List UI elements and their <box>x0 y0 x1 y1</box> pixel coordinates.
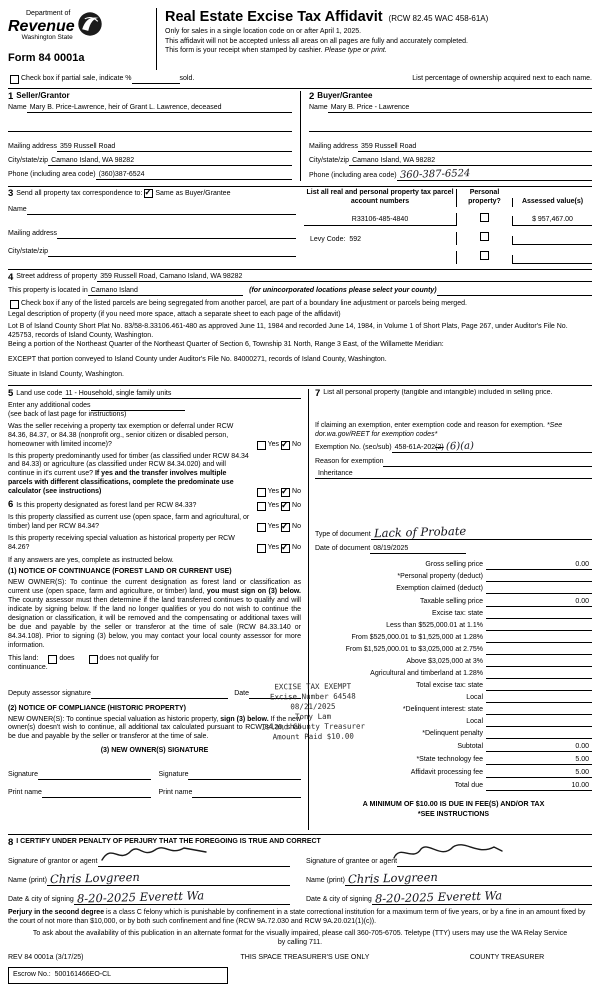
tax-row <box>315 646 592 655</box>
tax-row-value[interactable] <box>486 646 592 655</box>
yes-label: Yes <box>267 440 280 448</box>
seller-name-field[interactable]: Mary B. Price-Lawrence, heir of Grant L. Lawrence, deceased <box>27 103 292 113</box>
stamp-excise-number: Excise Number 64548 <box>269 691 356 702</box>
tax-row-label: *State technology fee <box>416 756 483 764</box>
section-5-number: 5 <box>8 388 14 400</box>
levy-code-label: Levy Code: <box>310 236 346 244</box>
tax-row-value[interactable] <box>486 573 592 582</box>
located-in-label: This property is located in <box>8 287 88 295</box>
grantee-name-handwritten: Chris Lovgreen <box>347 870 438 887</box>
yes-label: Yes <box>267 502 280 510</box>
timber-question <box>8 453 301 498</box>
county-treasurer-label: COUNTY TREASURER <box>469 954 545 962</box>
if-any-yes-note: If any answers are yes, complete as instructed below. <box>8 557 174 565</box>
owner-print-field-1[interactable] <box>42 788 151 798</box>
seller-phone-label: Phone (including area code) <box>8 171 96 179</box>
tax-row-label: Local <box>466 694 483 702</box>
grantee-signature-label: Signature of grantee or agent <box>306 858 398 866</box>
timber-question-part2: If yes and the transfer involves multiple parcels with different classifications, complete the predominate use calculator (see instructions) <box>8 470 234 496</box>
buyer-phone-field[interactable] <box>397 170 592 181</box>
this-land-label: This land: <box>8 654 39 662</box>
s5q2-no-checkbox[interactable] <box>281 488 290 497</box>
date-of-document-field[interactable]: 08/19/2025 <box>370 544 466 554</box>
grantor-name-label: Name (print) <box>8 877 47 885</box>
owner-signature-field-1[interactable] <box>38 770 151 780</box>
stamp-amount-paid: Amount Paid $10.00 <box>272 731 354 742</box>
parcel-row-3 <box>304 251 592 264</box>
legal-description-3: Situate in Island County, Washington. <box>8 370 124 378</box>
owner-print-label-1: Print name <box>8 789 42 797</box>
tax-row <box>315 597 592 607</box>
forest-land-text <box>8 500 255 511</box>
exemption-number-handwritten: (6)(a) <box>445 440 474 453</box>
assessed-value-1[interactable]: $ 957,467.00 <box>512 216 592 226</box>
this-land-row <box>8 655 301 664</box>
owner-signature-field-2[interactable] <box>188 770 301 780</box>
s5q1-yes-checkbox[interactable] <box>257 441 266 450</box>
tax-row-label: Taxable selling price <box>419 598 483 606</box>
tax-row-value[interactable] <box>486 718 592 727</box>
tax-row-value[interactable] <box>486 610 592 619</box>
grantor-name-handwritten: Chris Lovgreen <box>49 870 140 887</box>
assessed-value-column-header: Assessed value(s) <box>512 198 592 207</box>
escrow-label: Escrow No.: <box>13 971 51 979</box>
stamp-treasurer-name: Tony Lam <box>294 711 332 721</box>
yes-label: Yes <box>267 544 280 552</box>
seller-title: Seller/Grantor <box>16 91 70 100</box>
grantor-certification-block <box>8 857 300 905</box>
personal-property-checkbox-1[interactable] <box>480 213 489 222</box>
see-back-note: (see back of last page for instructions) <box>8 410 127 418</box>
s6q2-no-checkbox[interactable] <box>281 523 290 532</box>
partial-sale-label: Check box if partial sale, indicate % <box>21 74 132 82</box>
tax-row-label: Total due <box>454 782 483 790</box>
segregated-parcel-label: Check box if any of the listed parcels are being segregated from another parcel, are part of a boundary line adjustment or parcels being merged. <box>21 300 467 307</box>
grantee-name-label: Name (print) <box>306 877 345 885</box>
date-of-document-row <box>315 544 592 554</box>
reason-exemption-field[interactable] <box>383 457 592 467</box>
buyer-name-label: Name <box>309 104 328 112</box>
corr-mailing-label: Mailing address <box>8 229 58 237</box>
tax-row-value[interactable]: 0.00 <box>486 742 592 752</box>
personal-property-checkbox-3[interactable] <box>480 251 489 260</box>
owner-print-field-2[interactable] <box>192 788 301 798</box>
section-property-location <box>8 269 592 380</box>
exemption-note <box>315 422 592 440</box>
accessibility-notice: To ask about the availability of this publication in an alternate format for the visually impaired, please call 360-705-6705. Teletype (TTY) users may use the WA Relay Service by calling 711. <box>32 930 568 947</box>
tax-row-label: From $525,000.01 to $1,525,000 at 1.28% <box>351 634 483 642</box>
legal-description-label: Legal description of property (if you need more space, attach a separate sheet to each page of the affidavit) <box>8 311 341 318</box>
no-label: No <box>292 544 301 552</box>
does-not-qualify-checkbox[interactable] <box>89 655 98 664</box>
s6q1-no-checkbox[interactable] <box>281 502 290 511</box>
no-label: No <box>292 502 301 510</box>
section-1-number: 1 <box>8 90 14 102</box>
type-or-print-note: Please type or print. <box>324 47 387 55</box>
buyer-csz-field[interactable]: Camano Island, WA 98282 <box>349 156 592 166</box>
section-3-number: 3 <box>8 188 14 200</box>
exemption-number-struck: (2) <box>435 444 444 452</box>
tax-row-label: Gross selling price <box>425 561 483 569</box>
grantor-date-city-field[interactable] <box>74 888 290 906</box>
tax-row-value[interactable]: 0.00 <box>486 560 592 570</box>
same-as-buyer-checkbox[interactable] <box>144 189 153 198</box>
tax-row-label: Agricultural and timberland at 1.28% <box>370 670 483 678</box>
tax-row <box>315 560 592 570</box>
tax-row-label: Subtotal <box>457 743 483 751</box>
legal-description-1b: Being a portion of the Northeast Quarter of the Northeast Quarter of Section 6, Township 31 North, Range 3 East, of the Willamette Meridian: <box>8 340 444 348</box>
middle-columns <box>8 385 592 830</box>
partial-sale-checkbox[interactable] <box>10 75 19 84</box>
s6q3-no-checkbox[interactable] <box>281 544 290 553</box>
does-qualify-checkbox[interactable] <box>48 655 57 664</box>
owner-print-row <box>8 788 301 798</box>
grantee-date-city-field[interactable] <box>372 888 592 906</box>
perjury-body-text: is a class C felony which is punishable by confinement in a state correctional institution for a maximum term of five years, or by a fine in an amount fixed by the court of not more than $10,000, or by both such confinement and fine (RCW 9A.72.030 and RCW 9A.20.021(1)(c)). <box>8 909 586 926</box>
tax-row-label: From $1,525,000.01 to $3,025,000 at 2.75% <box>345 646 483 654</box>
s6q3-yes-checkbox[interactable] <box>257 544 266 553</box>
date-of-document-label: Date of document <box>315 545 371 553</box>
land-use-field[interactable]: 11 - Household, single family units <box>62 389 301 399</box>
deputy-date-label: Date <box>234 689 249 697</box>
parcel-row-2 <box>304 232 592 245</box>
header-note-2: This affidavit will not be accepted unless all areas on all pages are fully and accurately completed. <box>165 37 468 45</box>
land-use-label: Land use code <box>16 389 63 397</box>
section-buyer <box>300 91 592 181</box>
seller-csz-field[interactable]: Camano Island, WA 98282 <box>48 156 292 166</box>
reason-exemption-label: Reason for exemption <box>315 458 384 466</box>
owner-signature-label-1: Signature <box>8 771 38 779</box>
buyer-mailing-field[interactable]: 359 Russell Road <box>358 142 592 152</box>
dor-seal-icon <box>77 11 103 41</box>
seller-phone-field[interactable]: (360)387-6524 <box>96 170 292 180</box>
exemption-number-field[interactable] <box>392 442 592 453</box>
notice-continuance-title: (1) NOTICE OF CONTINUANCE (FOREST LAND OR CURRENT USE) <box>8 568 232 576</box>
s5q1-no-checkbox[interactable] <box>281 441 290 450</box>
ownership-percent-note: List percentage of ownership acquired next to each name. <box>412 74 592 82</box>
tax-row-label: Total excise tax: state <box>416 682 483 690</box>
form-title-block <box>156 8 592 70</box>
partial-sale-row <box>8 74 592 84</box>
section-4-number: 4 <box>8 271 14 283</box>
street-address-label: Street address of property <box>16 273 98 281</box>
historic-property-question <box>8 535 301 553</box>
continuance-part2: you must sign on (3) below. <box>206 587 301 595</box>
receipt-note: This form is your receipt when stamped by cashier. <box>165 47 325 55</box>
tax-row-label: Excise tax: state <box>432 610 483 618</box>
seller-mailing-label: Mailing address <box>8 143 58 151</box>
assessed-value-2[interactable] <box>512 236 592 245</box>
tax-row-label: Above $3,025,000 at 3% <box>406 658 483 666</box>
tax-row <box>315 573 592 582</box>
seller-csz-label: City/state/zip <box>8 157 49 165</box>
rev-form-number: REV 84 0001a (3/17/25) <box>8 954 84 962</box>
tax-row-value[interactable]: 10.00 <box>486 781 592 791</box>
segregated-parcel-checkbox[interactable] <box>10 300 19 309</box>
parcel-table <box>304 189 592 264</box>
perjury-notice <box>8 909 592 927</box>
additional-codes-field[interactable] <box>91 401 185 411</box>
owner-print-label-2: Print name <box>158 789 193 797</box>
yes-label: Yes <box>267 488 280 496</box>
no-label: No <box>292 488 301 496</box>
buyer-phone-handwritten: 360-387-6524 <box>399 168 471 182</box>
right-column <box>308 389 592 830</box>
parcel-row-1 <box>304 213 592 226</box>
section-2-number: 2 <box>309 90 315 102</box>
buyer-name-field[interactable]: Mary B. Price - Lawrence <box>328 103 592 113</box>
yes-label: Yes <box>267 523 280 531</box>
buyer-title: Buyer/Grantee <box>317 91 373 100</box>
personal-property-column-header: Personal property? <box>456 189 512 207</box>
form-header <box>8 8 592 70</box>
dept-of-label: Department of <box>26 10 71 17</box>
corr-csz-label: City/state/zip <box>8 247 49 255</box>
notice-continuance-text <box>8 579 301 651</box>
tax-row-label: *Delinquent penalty <box>422 730 483 738</box>
personal-property-header <box>315 389 592 399</box>
grantor-signature <box>98 841 218 867</box>
revenue-wordmark: Revenue <box>8 17 75 35</box>
personal-property-title: List all personal property (tangible and intangible) included in selling price. <box>323 388 553 396</box>
grantee-name-field[interactable] <box>345 870 592 887</box>
footer-reference-row <box>8 954 592 963</box>
exemption-note-text: If claiming an exemption, enter exemption code and reason for exemption. <box>315 422 547 430</box>
notice-compliance-title: (2) NOTICE OF COMPLIANCE (HISTORIC PROPERTY) <box>8 704 186 712</box>
compliance-part1: NEW OWNER(S): To continue special valuation as historic property, <box>8 715 221 723</box>
type-of-document-field[interactable] <box>371 523 592 541</box>
additional-codes-label: Enter any additional codes <box>8 401 91 409</box>
send-correspondence-label: Send all property tax correspondence to: <box>16 189 143 197</box>
section-6-number: 6 <box>8 499 14 511</box>
buyer-name-field-2[interactable] <box>309 122 592 132</box>
parcel-number-value[interactable]: R33106-485-4840 <box>304 216 456 226</box>
tax-row-value[interactable] <box>486 682 592 691</box>
tax-row-value[interactable]: 5.00 <box>486 755 592 765</box>
grantee-date-handwritten: 8-20-2025 Everett Wa <box>374 888 503 906</box>
dor-wordmark <box>8 10 75 42</box>
certification-title: I CERTIFY UNDER PENALTY OF PERJURY THAT THE FOREGOING IS TRUE AND CORRECT <box>16 838 321 846</box>
seller-mailing-field[interactable]: 359 Russell Road <box>57 142 292 152</box>
no-label: No <box>292 440 301 448</box>
current-use-question <box>8 514 301 532</box>
legal-description-1: Lot B of Island County Short Plat No. 83/58-8.33106.461-480 as approved June 11, 1984 and recorded June 14, 1984, in Volume 1 of Short Plats, Page 267, under Auditor's File No. 425753, records of Island County, Washington. <box>8 322 568 339</box>
assessed-value-3[interactable] <box>512 255 592 264</box>
rcw-reference: (RCW 82.45 WAC 458-61A) <box>388 14 489 23</box>
tax-row-value[interactable] <box>486 622 592 631</box>
corr-mailing-field[interactable] <box>57 229 296 239</box>
perjury-bold-text: Perjury in the second degree <box>8 909 105 917</box>
timber-question-part1: Is this property predominantly used for timber (as classified under RCW 84.34 and 84.33) or agriculture (as classified under RCW 84.34.020) and will continue in it's current use? <box>8 452 249 478</box>
land-use-row <box>8 389 301 399</box>
tax-row-value[interactable]: 0.00 <box>486 597 592 607</box>
exemption-deferral-text: Was the seller receiving a property tax exemption or deferral under RCW 84.36, 84.37, or 84.38 (nonprofit org., senior citizen or disabled person, homeowner with limited income)? <box>8 422 234 448</box>
washington-state-label: Washington State <box>21 33 73 41</box>
stamp-treasurer-title: Island County Treasurer <box>261 721 366 732</box>
parcel-column-header: List all real and personal property tax parcel account numbers <box>306 189 454 206</box>
tax-row-value[interactable] <box>486 706 592 715</box>
section-certification <box>8 834 592 906</box>
tax-row <box>315 768 592 778</box>
unincorporated-note: (for unincorporated locations please select your county) <box>249 287 437 295</box>
tax-row-value[interactable] <box>486 658 592 667</box>
treasurer-use-only-label: THIS SPACE TREASURER'S USE ONLY <box>240 954 370 962</box>
continuance-part3: The county assessor must then determine if the land transferred continues to qualify and will indicate by signing below. If the land no longer qualifies or you do not wish to continue the designation or classification, it will be removed and the compensating or additional taxes will be due and payable by the seller or transferor at the time of sale (RCW 84.33.140 or 84.34.108). Prior to signing (3) below, you may contact your local county assessor for more information. <box>8 596 301 649</box>
legal-description-2: EXCEPT that portion conveyed to Island County under Auditor's File No. 84000271, records of Island County, Washington. <box>8 355 387 363</box>
form-title: Real Estate Excise Tax Affidavit <box>165 9 383 25</box>
section-tax-correspondence <box>8 186 592 264</box>
tax-row-label: *Personal property (deduct) <box>397 573 483 581</box>
tax-row <box>315 610 592 619</box>
continuance-word: continuance. <box>8 663 48 671</box>
historic-property-text: Is this property receiving special valuation as historical property per RCW 84.26? <box>8 535 235 552</box>
s6q2-yes-checkbox[interactable] <box>257 523 266 532</box>
stamp-exempt-line: EXCISE TAX EXEMPT <box>274 681 352 692</box>
corr-csz-field[interactable] <box>48 247 296 257</box>
correspondence-address-block <box>8 189 304 264</box>
tax-row-label: *Delinquent interest: state <box>402 706 483 714</box>
tax-row <box>315 781 592 791</box>
partial-percent-field[interactable] <box>132 74 180 84</box>
type-of-document-row <box>315 523 592 541</box>
tax-row-value[interactable]: 5.00 <box>486 768 592 778</box>
tax-row <box>315 742 592 752</box>
timber-question-text <box>8 453 255 498</box>
document-type-handwritten: Lack of Probate <box>373 523 467 541</box>
located-in-field[interactable]: Camano Island <box>88 286 243 296</box>
header-note-3 <box>165 47 592 56</box>
escrow-box <box>8 967 228 984</box>
section-seller <box>8 91 300 181</box>
minimum-due-note: A MINIMUM OF $10.00 IS DUE IN FEE(S) AND/OR TAX <box>362 799 545 809</box>
compliance-part3: If the new owner(s) doesn't wish to continue, all additional tax calculated pursuant to RCW 84.26, shall be due and payable by the seller or transferor at the time of sale. <box>8 715 302 741</box>
compliance-part2: sign (3) below. <box>220 715 269 723</box>
buyer-csz-label: City/state/zip <box>309 157 350 165</box>
tax-row <box>315 658 592 667</box>
grantor-date-city-label: Date & city of signing <box>8 896 74 904</box>
exemption-deferral-question <box>8 423 301 450</box>
reason-exemption-value-line[interactable]: Inheritance <box>315 469 592 479</box>
exemption-number-label: Exemption No. (sec/sub) <box>315 444 392 452</box>
form-number: Form 84 0001a <box>8 52 85 65</box>
tax-row-label: Less than $525,000.01 at 1.1% <box>386 622 483 630</box>
tax-row <box>315 585 592 594</box>
does-label: does <box>59 654 75 662</box>
corr-name-field[interactable] <box>27 205 296 215</box>
tax-row-label: Local <box>466 718 483 726</box>
street-address-field[interactable]: 359 Russell Road, Camano Island, WA 98282 <box>97 272 592 282</box>
tax-row-label: Exemption claimed (deduct) <box>396 585 483 593</box>
levy-code-value[interactable]: 592 <box>349 236 361 244</box>
section-8-number: 8 <box>8 836 14 848</box>
tax-row <box>315 670 592 679</box>
grantee-certification-block <box>300 857 592 905</box>
buyer-phone-label: Phone (including area code) <box>309 172 397 180</box>
tax-row <box>315 634 592 643</box>
s5q2-yes-checkbox[interactable] <box>257 488 266 497</box>
tax-row <box>315 622 592 631</box>
section-7-number: 7 <box>315 388 321 399</box>
current-use-text: Is this property classified as current use (open space, farm and agricultural, or timber) land per RCW 84.34? <box>8 514 250 531</box>
treasurer-stamp <box>236 681 391 742</box>
s6q1-yes-checkbox[interactable] <box>257 502 266 511</box>
does-not-label: does not qualify for <box>99 654 159 662</box>
tax-row-value[interactable] <box>486 694 592 703</box>
seller-name-field-2[interactable] <box>8 122 292 132</box>
left-column <box>8 389 308 830</box>
grantor-name-field[interactable] <box>47 870 290 887</box>
tax-row-value[interactable] <box>486 585 592 594</box>
same-as-buyer-label: Same as Buyer/Grantee <box>155 189 231 197</box>
tax-row <box>315 755 592 765</box>
tax-row-value[interactable] <box>486 670 592 679</box>
tax-computation-table <box>315 560 592 791</box>
stamp-date: 08/21/2025 <box>290 701 336 711</box>
owner-signature-row <box>8 770 301 780</box>
grantee-date-city-label: Date & city of signing <box>306 896 372 904</box>
seller-name-label: Name <box>8 104 27 112</box>
no-label: No <box>292 523 301 531</box>
continuance-part1: NEW OWNER(S): To continue the current designation as forest land or classification as current use (open space, farm and agriculture, or timber) land, <box>8 578 301 595</box>
deputy-assessor-signature-field[interactable] <box>91 689 228 699</box>
tax-row-label: Affidavit processing fee <box>410 769 483 777</box>
form-footer <box>8 905 592 984</box>
buyer-mailing-label: Mailing address <box>309 143 359 151</box>
corr-name-label: Name <box>8 205 27 213</box>
dor-logo-block <box>8 8 156 70</box>
deputy-assessor-label: Deputy assessor signature <box>8 689 91 697</box>
escrow-number: 500161466EO-CL <box>54 971 112 979</box>
new-owner-signature-title: (3) NEW OWNER(S) SIGNATURE <box>100 747 209 755</box>
forest-land-question-text: Is this property designated as forest land per RCW 84.33? <box>16 502 197 510</box>
see-instructions-note: *SEE INSTRUCTIONS <box>417 811 490 819</box>
exemption-number-typed: 458-61A-202 <box>394 444 436 452</box>
tax-row-value[interactable] <box>486 730 592 739</box>
header-note-1: Only for sales in a single location code on or after April 1, 2025. <box>165 27 362 35</box>
personal-property-checkbox-2[interactable] <box>480 232 489 241</box>
grantee-signature <box>390 841 510 867</box>
parties-section <box>8 88 592 181</box>
exemption-number-row <box>315 442 592 453</box>
type-of-document-label: Type of document <box>315 531 371 539</box>
exemption-codes-reference: *See dor.wa.gov/REET for exemption codes* <box>315 422 563 439</box>
located-in-extra-line <box>437 286 592 296</box>
forest-land-question <box>8 500 301 511</box>
tax-row-value[interactable] <box>486 634 592 643</box>
owner-signature-label-2: Signature <box>158 771 189 779</box>
grantor-date-handwritten: 8-20-2025 Everett Wa <box>76 888 205 906</box>
grantor-signature-label: Signature of grantor or agent <box>8 858 98 866</box>
sold-label: sold. <box>179 74 195 82</box>
